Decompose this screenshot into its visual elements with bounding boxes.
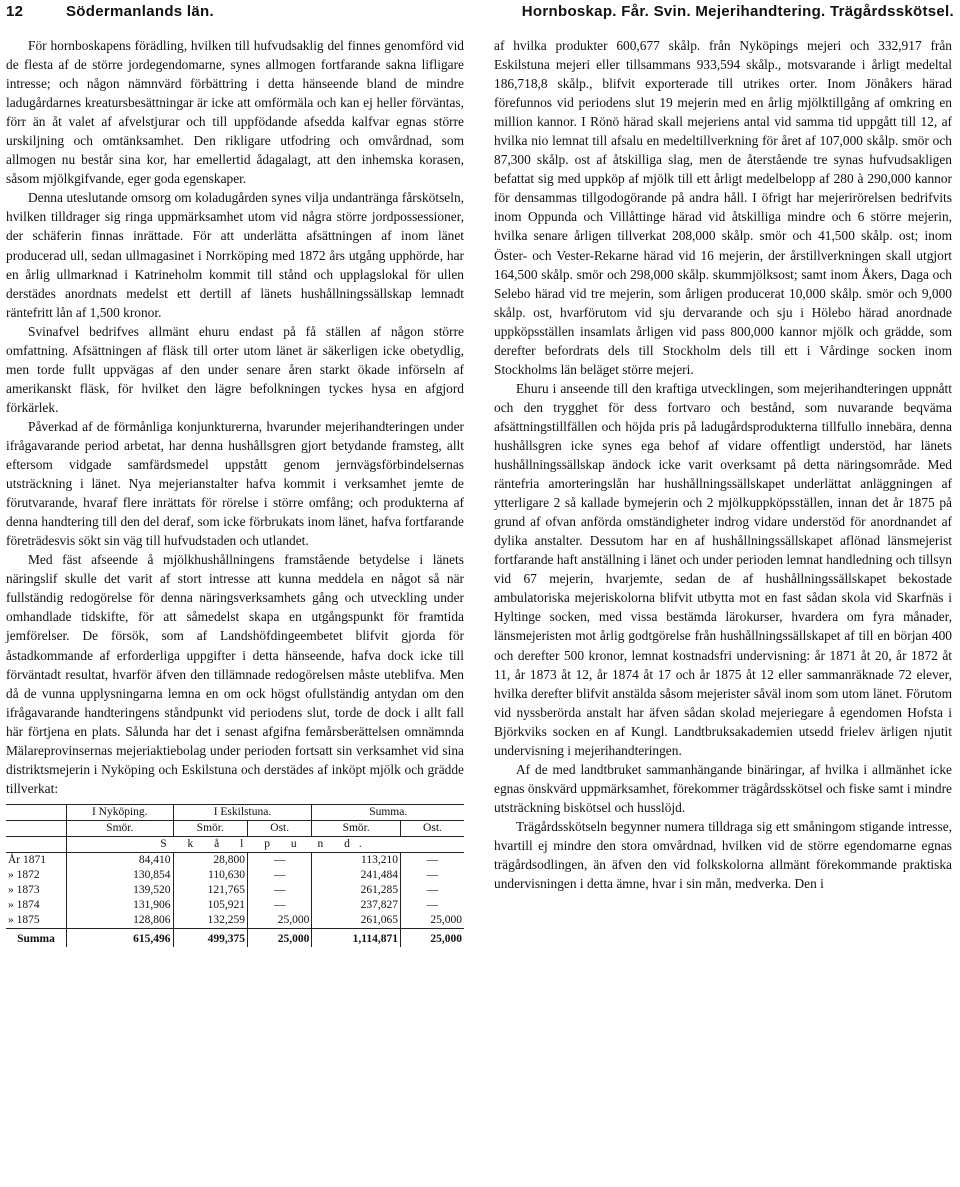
paragraph-svinafvel: Svinafvel bedrifves allmänt ehuru endast på få ställen af någon större omfattning. Afsättningen af fläsk till orter utom länet är säkerligen icke obetydlig, men torde fullt uppvägas af den under senare åren starkt ökade införseln af amerikanskt fläsk, för hvilket den lägre befolkningen tyckes hysa en afgjord förkärlek. xyxy=(6,323,464,415)
sub-header-sum-ost: Ost. xyxy=(400,820,464,836)
cell-esk-ost: — xyxy=(248,883,312,898)
sub-header-sum-smor: Smör. xyxy=(312,820,401,836)
production-table-wrapper xyxy=(6,804,464,947)
cell-esk-ost: — xyxy=(248,852,312,868)
table-row xyxy=(6,868,464,883)
header-right-title: Hornboskap. Får. Svin. Mejerihandtering. Trägårdsskötsel. xyxy=(521,3,954,20)
table-row xyxy=(6,913,464,929)
cell-esk-ost: 25,000 xyxy=(248,913,312,929)
paragraph-exports: af hvilka produkter 600,677 skålp. från Nyköpings mejeri och 332,917 från Eskilstuna mejeri eller tillsammans 933,594 skålp., motsvarande i årligt medeltal 186,718,8 skålp., blifvit exporterade till utrikes orter. Inom Jönåkers härad förefunnos vid periodens slut 19 mejerin med en årlig mjölktillgång af omkring en million kannor. I Rönö härad skall mejeriens antal vid samma tid uppgått till 12, af hvilka nio lemnat till afsalu en medeltillverkning för året af 107,000 skålp. smör och 87,300 skålp. ost af åtskilliga slag, men de återstående tre synas hufvudsakligen befattat sig med uppköp af mjölk till ett årligt medelbelopp af 280 à 290,000 kannor för densammas tillgodogörande på andra håll. I öfrigt har mejerirörelsen bedrifvits inom Oppunda och Villåttinge härad vid åtskilliga mindre och 6 större mejerin, hvilka senare årligen tillverkat 208,000 skålp. smör och 41,500 skålp. ost; inom Öster- och Vester-Rekarne härad vid 16 mejerin, der årstillverkningen skall utgjort 164,500 skålp. smör och 298,000 skålp. skummjölksost; samt inom Åkers, Daga och Selebo härad vid tre mejerin, som årligen producerat 10,000 skålp. smör och 9,000 skålp. ost, hvarförutom vid sju dervarande och sju i Hölebo härad anordnade uppköpsställen insamlats årligen vid pass 800,000 kannor mjölk och grädde, som derefter befordrats dels till Stockholm dels till ett i Vårdinge socken inom Stockholms län beläget större mejeri. xyxy=(494,38,952,377)
paragraph-hushallningssallskap: Ehuru i anseende till den kraftiga utvecklingen, som mejerihandteringen uppnått och den trygghet för dess fortvaro och bestånd, som nuvarande beqväma afsättningstillfällen och höjda pris på ladugårdsprodukterna tillfullo innebära, denna hushållsgren icke synes ega behof af vidare offentligt understöd, har länets hushållningssällskap ändock icke varit overksamt på detta näringsområde. Med räntefria amorteringslån har hushållningssällskapet underlättat anläggningen af ytterligare 2 så kallade bymejerin och 2 mjölkuppköpsställen, innan det år 1875 på grund af ofvan anförda omständigheter indrog vidare understöd för anordnandet af dylika anstalter. Dessutom har en af hushållningssällskapet aflönad länsmejerist fortfarande haft anställning i länet och under perioden lemnat handledning och tillsyn vid 67 mejerin, hvarjemte, sedan de af hushållningssällskapet bekostade ambulatoriska mejeriskolorna blifvit utbytta mot en fast sådan skola vid Skarfnäs i Hyltinge socken, med vissa bestämda lärokurser, hvardera om fyra månader, länsmejeristen mot årlig godtgörelse från hushållningssällskapet af till en början 400 och derefter 500 kronor, lemnat kostnadsfri undervisning: år 1871 åt 20, år 1872 åt 11, år 1873 åt 12, år 1874 åt 17 och år 1875 åt 12 eller sammanräknade 72 elever, hvilka derefter blifvit anstälda såsom mejerister såväl inom som utom länet. Förutom vid nyssberörda anstalt har äfven sådan skolad mejeriegare å egendomen Hofsta i Björkviks socken en af Kungl. Landtbruksakademien utsedd frielev ärligen njutit undervisning i mejerihandteringen. xyxy=(494,380,952,758)
cell-sum-ost: — xyxy=(400,868,464,883)
cell-sum-smor: 237,827 xyxy=(312,898,401,913)
row-year: » 1873 xyxy=(8,883,40,896)
cell-sum-smor: 261,285 xyxy=(312,883,401,898)
table-sub-header-row xyxy=(6,820,464,836)
row-year: » 1874 xyxy=(8,898,40,911)
cell-sum-ost: — xyxy=(400,883,464,898)
total-label: Summa xyxy=(17,932,55,945)
row-year: År 1871 xyxy=(8,853,47,866)
page-header xyxy=(6,0,954,26)
total-esk-ost: 25,000 xyxy=(248,928,312,947)
production-table xyxy=(6,804,464,947)
left-column xyxy=(6,36,464,947)
paragraph-mjolkhushallning: Med fäst afseende å mjölkhushållningens framstående betydelse i länets näringslif skulle det varit af stort intresse att kunna meddela en något så när fullständig redogörelse för denna näringsverksamhets gång och utveckling under omhandlade tidskifte, för att såmedelst skapa en utgångspunkt för framtida jemförelser. De försök, som af Landshöfdingeembetet blifvit gjorda för åstadkommande af erforderliga uppgifter i detta hänseende, hafva dock icke till förväntadt resultat, hvarför äfven den tillämnade redogörelsen måste uteblifva. Men då de vunna upplysningarna lemna en om ock högst ofullständig antydan om den ifrågavarande handteringens ståndpunkt vid periodens slut, torde de dock i allt fall här förtjena en plats. Sålunda har det i senast afgifna femårsberättelsen omnämnda Mälareprovinsernas mejeriaktiebolag under perioden fortsatt sin verksamhet vid sina distriktsmejerin i Nyköping och Eskilstuna och derstädes af inköpt mjölk och grädde tillverkat: xyxy=(6,552,464,796)
cell-esk-smor: 132,259 xyxy=(173,913,248,929)
cell-esk-smor: 28,800 xyxy=(173,852,248,868)
cell-sum-smor: 113,210 xyxy=(312,852,401,868)
cell-sum-ost: 25,000 xyxy=(400,913,464,929)
total-esk-smor: 499,375 xyxy=(173,928,248,947)
sub-header-esk-smor: Smör. xyxy=(173,820,248,836)
page-number: 12 xyxy=(6,3,24,20)
total-sum-ost: 25,000 xyxy=(400,928,464,947)
table-row xyxy=(6,883,464,898)
table-row xyxy=(6,852,464,868)
cell-nyk-smor: 131,906 xyxy=(67,898,174,913)
cell-nyk-smor: 84,410 xyxy=(67,852,174,868)
cell-nyk-smor: 128,806 xyxy=(67,913,174,929)
sub-header-nyk-smor: Smör. xyxy=(67,820,174,836)
cell-sum-smor: 241,484 xyxy=(312,868,401,883)
cell-esk-ost: — xyxy=(248,898,312,913)
paragraph-binaringar: Af de med landtbruket sammanhängande binäringar, af hvilka i allmänhet icke egnas önskvärd uppmärksamhet, förekommer trägårdsskötsel och fiske samt i mindre utsträckning biskötsel och husslöjd. xyxy=(494,761,952,815)
table-row xyxy=(6,898,464,913)
paragraph-tragardsskotsel: Trägårdsskötseln begynner numera tilldraga sig ett småningom stigande intresse, hvartill ej mindre den stora omvårdnad, hvilken vid de större egendomarne egnas trägårdsodlingen, än äfven den vid folkskolorna allmänt förekommande praktiska undervisningen i detta ämne, hvar i sin mån, medverka. Den i xyxy=(494,818,952,892)
header-left-title: Södermanlands län. xyxy=(66,3,214,20)
group-header-eskilstuna: I Eskilstuna. xyxy=(173,804,312,820)
paragraph-mejerihandtering: Påverkad af de förmånliga konjunkturerna, hvarunder mejerihandteringen under ifrågavarande period arbetat, har denna hushållsgren gjort betydande framsteg, allt eftersom vidgade samfärdsmedel uppstått genom jernvägsförbindelsernas utsträckning i länet. Nya mejerianstalter hafva kommit i verksamhet jemte de förutvarande, hvaraf flere inrättats för rörelse i större omfång; och produkterna af denna handtering till den del deraf, som icke förbrukats inom länet, hafva fortfarande företrädesvis sökt sin väg till hufvudstaden och utlandet. xyxy=(6,418,464,549)
cell-nyk-smor: 130,854 xyxy=(67,868,174,883)
paragraph-farskotsel: Denna uteslutande omsorg om koladugården synes vilja undantränga fårskötseln, hvilken tilldrager sig ringa uppmärksamhet utom vid några större jordpossessioner, der schäferin finnas inrättade. För att underlätta afsättningen af inom länet producerad ull, sedan ullmagasinet i Norrköping med 1872 års utgång upphörde, har en årlig ullmarknad i Katrineholm kommit till stånd och upplagslokal för ullen derstädes anordnats medelst ett dertill af länets hushållningssällskap lemnadt räntefritt lån af 1,500 kronor. xyxy=(6,190,464,320)
cell-esk-ost: — xyxy=(248,868,312,883)
total-sum-smor: 1,114,871 xyxy=(312,928,401,947)
cell-esk-smor: 110,630 xyxy=(173,868,248,883)
cell-sum-ost: — xyxy=(400,852,464,868)
group-header-nykoping: I Nyköping. xyxy=(67,804,174,820)
table-total-row xyxy=(6,928,464,947)
row-year: » 1872 xyxy=(8,868,40,881)
table-unit-row xyxy=(6,836,464,852)
cell-esk-smor: 121,765 xyxy=(173,883,248,898)
cell-sum-ost: — xyxy=(400,898,464,913)
right-column xyxy=(494,36,952,893)
paragraph-hornboskap: För hornboskapens förädling, hvilken till hufvudsaklig del finnes genomförd vid de flesta af de större jordegendomarne, synes allmogen fortfarande sakna lifligare intresse; och någon nämnvärd förbättring i detta hänseende bland de mindre ladugårdarnes kreatursbesättningar är icke att omförmäla och kan ej heller förväntas, förr än åt valet af afvelstjurar och till uppfödande afsedda kalfvar egnas större urskiljning och omtänksamhet. Den rikligare utfodring och omvårdnad, som allmogen nu består sina kor, har emellertid ådagalagt, att den inhemska korasen, såsom mjölkgifvande, eger goda egenskaper. xyxy=(6,38,464,187)
cell-sum-smor: 261,065 xyxy=(312,913,401,929)
cell-esk-smor: 105,921 xyxy=(173,898,248,913)
group-header-summa: Summa. xyxy=(312,804,464,820)
table-group-header-row xyxy=(6,804,464,820)
sub-header-esk-ost: Ost. xyxy=(248,820,312,836)
cell-nyk-smor: 139,520 xyxy=(67,883,174,898)
unit-label: S k å l p u n d. xyxy=(67,836,465,852)
total-nyk-smor: 615,496 xyxy=(67,928,174,947)
row-year: » 1875 xyxy=(6,913,67,929)
